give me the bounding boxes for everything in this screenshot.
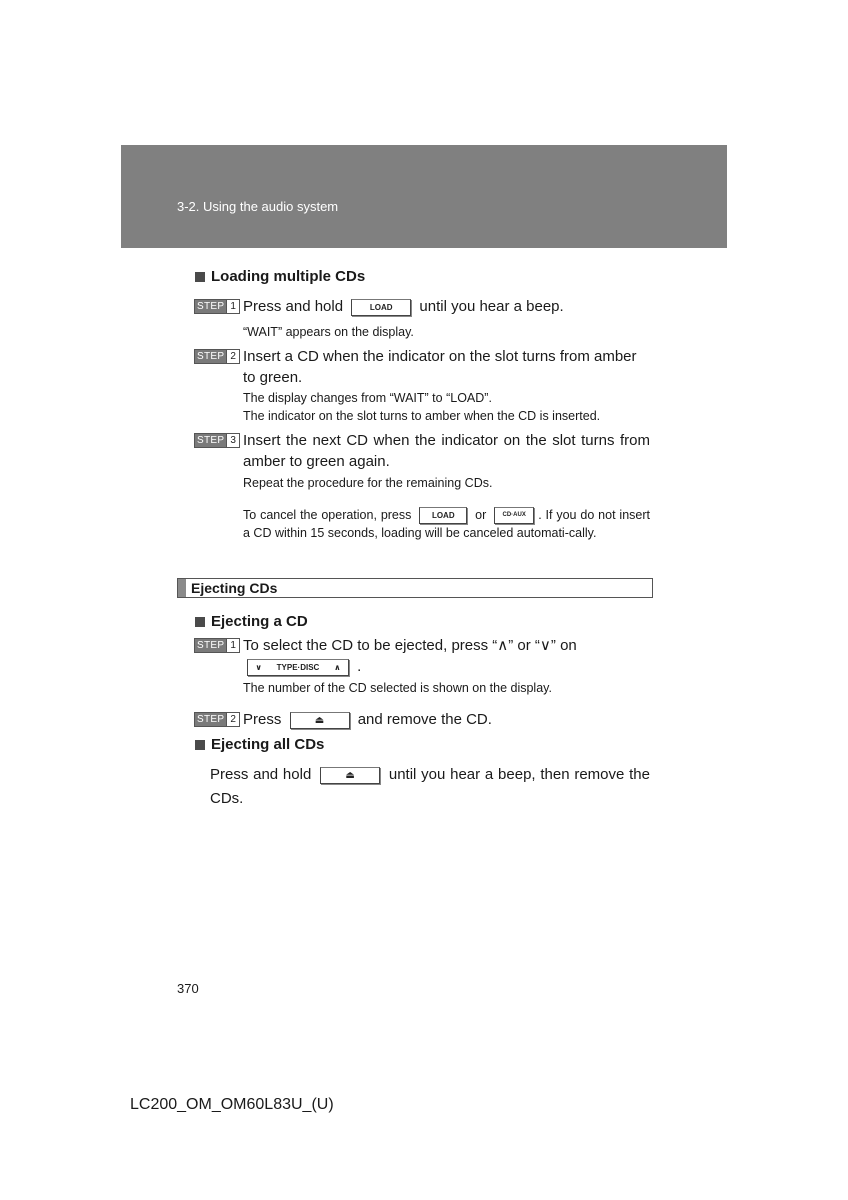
cancel-note: To cancel the operation, press LOAD or CD·AUX . If you do not insert a CD within 15 seconds, loading will be canceled automati-cally.: [243, 508, 650, 541]
step-badge-2: STEP 2: [194, 712, 240, 727]
eject-step1-button-line: ∨ TYPE·DISC ∧ .: [243, 656, 361, 677]
square-bullet-icon: [195, 617, 205, 627]
eject-step1-note: The number of the CD selected is shown on the display.: [243, 681, 552, 695]
step3-text: Insert the next CD when the indicator on the slot turns from amber to green again.: [243, 432, 650, 470]
eject-step1-text: To select the CD to be ejected, press “∧” or “∨” on: [243, 637, 577, 654]
step3-note: Repeat the procedure for the remaining CDs.: [243, 476, 493, 490]
square-bullet-icon: [195, 272, 205, 282]
eject-all-text: Press and hold ⏏ until you hear a beep, then remove the CDs.: [210, 766, 650, 807]
eject-button-icon: ⏏: [290, 712, 350, 729]
page-number: 370: [177, 981, 199, 996]
cd-aux-button-icon: CD·AUX: [494, 507, 534, 524]
section-bar-tab: [178, 579, 186, 597]
step-badge-2: STEP 2: [194, 349, 240, 364]
step2-note-1: The display changes from “WAIT” to “LOAD”.: [243, 391, 492, 405]
load-button-icon: LOAD: [419, 507, 467, 524]
section-title: 3-2. Using the audio system: [177, 199, 339, 214]
square-bullet-icon: [195, 740, 205, 750]
step1-text: Press and hold LOAD until you hear a beep.: [243, 298, 564, 315]
chevron-up-icon: ∧: [334, 662, 341, 672]
eject-step2-text: Press ⏏ and remove the CD.: [243, 711, 492, 728]
heading-loading-multiple: Loading multiple CDs: [195, 268, 365, 285]
load-button-icon: LOAD: [351, 299, 411, 316]
heading-ejecting-a-cd: Ejecting a CD: [195, 613, 308, 630]
step-badge-1: STEP 1: [194, 299, 240, 314]
section-bar-ejecting: Ejecting CDs: [177, 578, 653, 598]
chevron-down-icon: ∨: [255, 662, 262, 672]
section-header-band: [121, 145, 727, 248]
type-disc-button-icon: ∨ TYPE·DISC ∧: [247, 659, 349, 676]
document-code: LC200_OM_OM60L83U_(U): [130, 1096, 334, 1113]
step1-note: “WAIT” appears on the display.: [243, 325, 414, 339]
step2-text: Insert a CD when the indicator on the slot turns from amber to green.: [243, 348, 637, 386]
step2-note-2: The indicator on the slot turns to amber when the CD is inserted.: [243, 409, 601, 423]
step-badge-1: STEP 1: [194, 638, 240, 653]
eject-button-icon: ⏏: [320, 767, 380, 784]
step-badge-3: STEP 3: [194, 433, 240, 448]
heading-ejecting-all: Ejecting all CDs: [195, 736, 324, 753]
